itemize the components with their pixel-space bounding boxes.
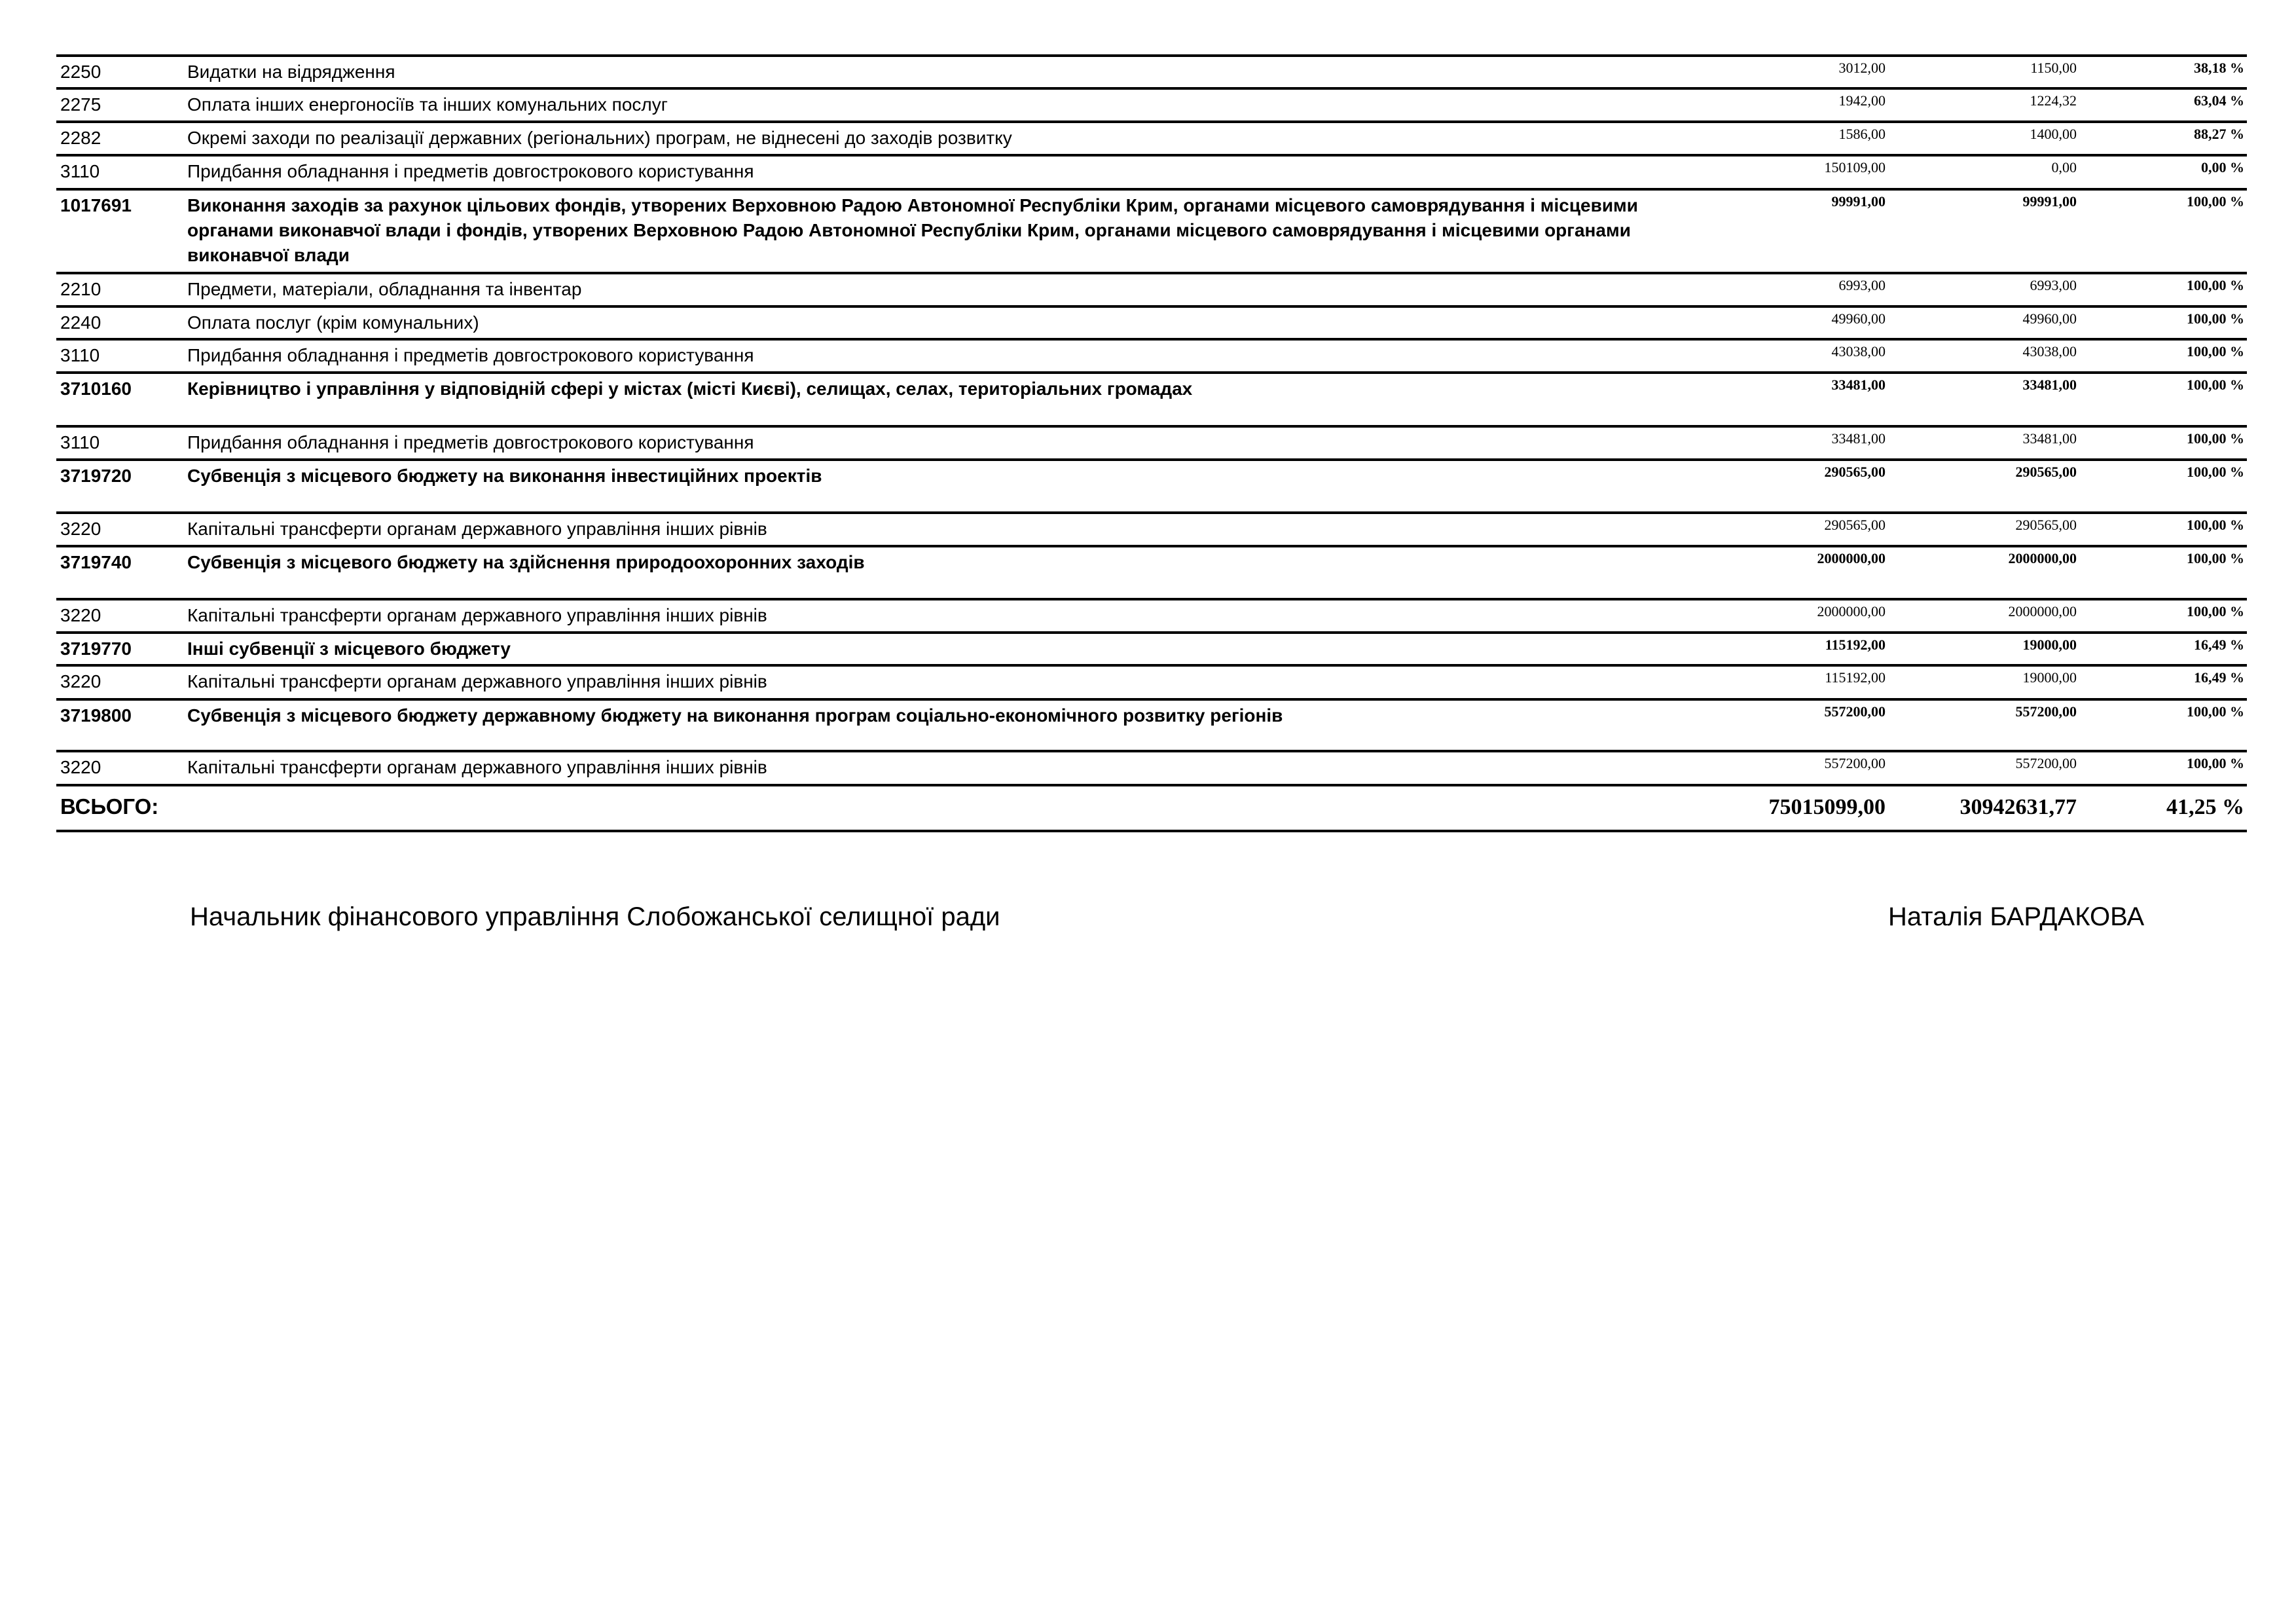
row-code: 3719720 xyxy=(60,466,132,486)
row-name: Капітальні трансферти органам державного управління інших рівнів xyxy=(187,671,767,692)
row-fact: 33481,00 xyxy=(2022,430,2077,447)
row-name: Придбання обладнання і предметів довгострокового користування xyxy=(187,161,754,181)
row-fact: 1224,32 xyxy=(2030,92,2077,109)
row-fact: 0,00 xyxy=(2051,159,2077,175)
row-code: 3110 xyxy=(60,345,100,365)
row-fact: 19000,00 xyxy=(2022,637,2077,653)
row-percent: 63,04 % xyxy=(2194,92,2244,109)
row-code: 2275 xyxy=(60,94,101,115)
row-code: 3719800 xyxy=(60,705,132,726)
row-fact: 99991,00 xyxy=(2022,193,2077,210)
table-row xyxy=(56,274,2247,308)
row-name: Капітальні трансферти органам державного управління інших рівнів xyxy=(187,757,767,777)
row-plan: 150109,00 xyxy=(1824,159,1886,175)
table-row xyxy=(56,57,2247,90)
table-row-group xyxy=(56,191,2247,274)
table-row-group xyxy=(56,374,2247,428)
row-percent: 100,00 % xyxy=(2187,703,2244,720)
total-row xyxy=(56,786,2247,832)
row-percent: 88,27 % xyxy=(2194,126,2244,142)
row-fact: 2000000,00 xyxy=(2008,550,2077,566)
row-percent: 38,18 % xyxy=(2194,60,2244,76)
row-code: 3719740 xyxy=(60,552,132,572)
table-row xyxy=(56,428,2247,461)
row-name: Оплата послуг (крім комунальних) xyxy=(187,312,479,333)
table-row-group xyxy=(56,547,2247,600)
row-code: 2282 xyxy=(60,128,101,148)
row-name: Оплата інших енергоносіїв та інших комунальних послуг xyxy=(187,94,668,115)
signatory-name: Наталія БАРДАКОВА xyxy=(1888,902,2145,931)
row-percent: 100,00 % xyxy=(2187,464,2244,480)
table-row xyxy=(56,514,2247,547)
row-percent: 100,00 % xyxy=(2187,430,2244,447)
row-plan: 43038,00 xyxy=(1831,343,1886,360)
row-fact: 1150,00 xyxy=(2030,60,2077,76)
row-plan: 33481,00 xyxy=(1831,377,1886,393)
row-fact: 6993,00 xyxy=(2030,277,2077,293)
row-plan: 290565,00 xyxy=(1824,464,1886,480)
table-row xyxy=(56,341,2247,374)
row-fact: 290565,00 xyxy=(2015,517,2077,533)
row-percent: 100,00 % xyxy=(2187,310,2244,327)
table-row xyxy=(56,157,2247,191)
row-percent: 100,00 % xyxy=(2187,550,2244,566)
total-fact: 30942631,77 xyxy=(1959,795,2077,819)
row-name: Предмети, матеріали, обладнання та інвентар xyxy=(187,279,582,299)
table-row xyxy=(56,752,2247,786)
table-row xyxy=(56,600,2247,634)
row-code: 2210 xyxy=(60,279,101,299)
row-code: 3710160 xyxy=(60,378,132,399)
row-percent: 100,00 % xyxy=(2187,603,2244,619)
row-percent: 16,49 % xyxy=(2194,669,2244,686)
row-percent: 0,00 % xyxy=(2201,159,2244,175)
total-label: ВСЬОГО: xyxy=(60,794,159,819)
total-plan: 75015099,00 xyxy=(1768,795,1886,819)
row-fact: 49960,00 xyxy=(2022,310,2077,327)
table-row xyxy=(56,308,2247,341)
row-percent: 16,49 % xyxy=(2194,637,2244,653)
row-name: Субвенція з місцевого бюджету на здійснення природоохоронних заходів xyxy=(187,552,865,572)
row-fact: 2000000,00 xyxy=(2008,603,2077,619)
row-code: 1017691 xyxy=(60,195,132,215)
row-code: 3220 xyxy=(60,605,101,625)
row-code: 3719770 xyxy=(60,638,132,659)
row-name: Капітальні трансферти органам державного управління інших рівнів xyxy=(187,605,767,625)
row-plan: 115192,00 xyxy=(1825,669,1886,686)
row-percent: 100,00 % xyxy=(2187,377,2244,393)
row-name: Капітальні трансферти органам державного управління інших рівнів xyxy=(187,519,767,539)
row-plan: 2000000,00 xyxy=(1817,603,1886,619)
row-fact: 290565,00 xyxy=(2015,464,2077,480)
row-fact: 557200,00 xyxy=(2015,703,2077,720)
row-code: 2250 xyxy=(60,62,101,82)
table-row-group xyxy=(56,634,2247,667)
row-plan: 33481,00 xyxy=(1831,430,1886,447)
row-name: Видатки на відрядження xyxy=(187,62,395,82)
row-fact: 33481,00 xyxy=(2022,377,2077,393)
row-percent: 100,00 % xyxy=(2187,277,2244,293)
row-fact: 43038,00 xyxy=(2022,343,2077,360)
row-plan: 557200,00 xyxy=(1824,755,1886,771)
row-plan: 6993,00 xyxy=(1838,277,1886,293)
row-plan: 1586,00 xyxy=(1838,126,1886,142)
row-plan: 3012,00 xyxy=(1838,60,1886,76)
row-fact: 19000,00 xyxy=(2022,669,2077,686)
table-row xyxy=(56,123,2247,157)
row-percent: 100,00 % xyxy=(2187,517,2244,533)
row-name: Субвенція з місцевого бюджету державному бюджету на виконання програм соціально-економічного розвитку регіонів xyxy=(187,705,1283,726)
row-name: Окремі заходи по реалізації державних (регіональних) програм, не віднесені до заходів розвитку xyxy=(187,128,1012,148)
row-fact: 557200,00 xyxy=(2015,755,2077,771)
row-name: Керівництво і управління у відповідній сфері у містах (місті Києві), селищах, селах, територіальних громадах xyxy=(187,378,1193,399)
row-code: 3220 xyxy=(60,671,101,692)
row-code: 3110 xyxy=(60,161,100,181)
row-plan: 1942,00 xyxy=(1838,92,1886,109)
row-percent: 100,00 % xyxy=(2187,193,2244,210)
row-code: 3220 xyxy=(60,757,101,777)
row-plan: 2000000,00 xyxy=(1817,550,1886,566)
row-percent: 100,00 % xyxy=(2187,755,2244,771)
row-plan: 290565,00 xyxy=(1824,517,1886,533)
signatory-position: Начальник фінансового управління Слобожанської селищної ради xyxy=(190,902,1000,931)
row-fact: 1400,00 xyxy=(2030,126,2077,142)
total-percent: 41,25 % xyxy=(2166,795,2244,819)
table-row-group xyxy=(56,461,2247,514)
row-code: 3110 xyxy=(60,432,100,452)
row-name: Інші субвенції з місцевого бюджету xyxy=(187,638,511,659)
table-row xyxy=(56,667,2247,701)
row-name: Придбання обладнання і предметів довгострокового користування xyxy=(187,345,754,365)
row-plan: 557200,00 xyxy=(1824,703,1886,720)
row-code: 2240 xyxy=(60,312,101,333)
row-plan: 49960,00 xyxy=(1831,310,1886,327)
row-name: Субвенція з місцевого бюджету на виконання інвестиційних проектів xyxy=(187,466,822,486)
row-name: Придбання обладнання і предметів довгострокового користування xyxy=(187,432,754,452)
row-plan: 115192,00 xyxy=(1825,637,1886,653)
row-code: 3220 xyxy=(60,519,101,539)
table-row-group xyxy=(56,701,2247,752)
row-percent: 100,00 % xyxy=(2187,343,2244,360)
budget-execution-table xyxy=(56,54,2247,832)
row-name: Виконання заходів за рахунок цільових фондів, утворених Верховною Радою Автономної Республіки Крим, органами місцевого самоврядування і місцевими органами виконавчої влади і фондів, утворених Верховною Радою Автономної Республіки Крим, органами місцевого самоврядування і місцевими органами виконавчої влади xyxy=(187,195,1638,265)
table-row xyxy=(56,90,2247,123)
row-plan: 99991,00 xyxy=(1831,193,1886,210)
